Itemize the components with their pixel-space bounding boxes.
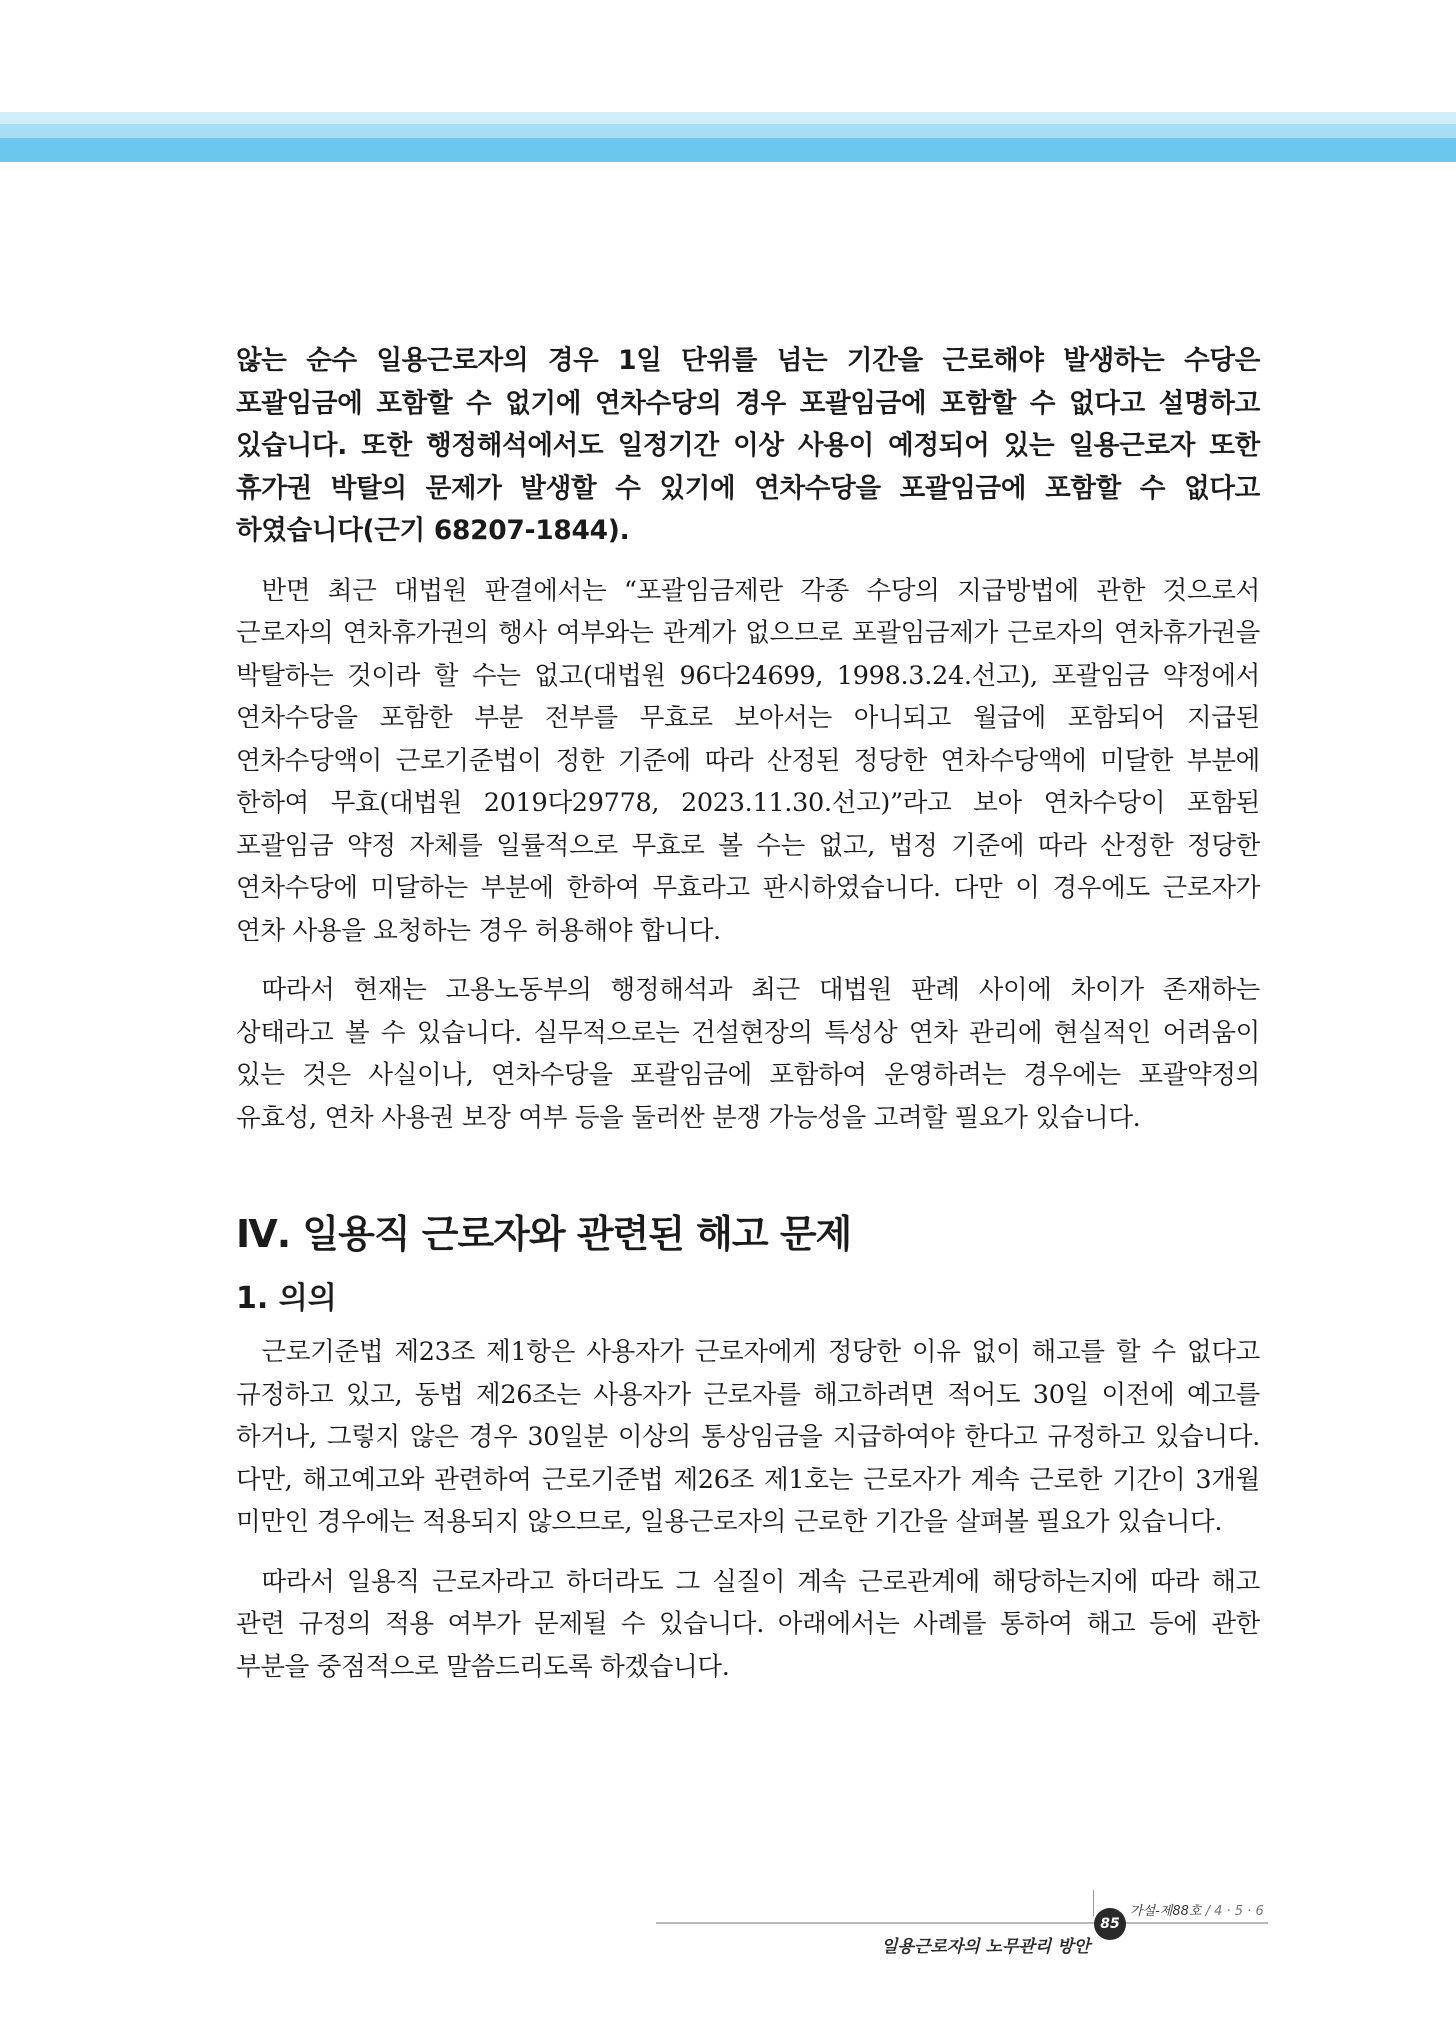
issue-label — [1130, 1900, 1264, 1919]
page-footer — [0, 1880, 1456, 1960]
paragraph-dismissal-cases: 따라서 일용직 근로자라고 하더라도 그 실질이 계속 근로관계에 해당하는지에 따라 해고 관련 규정의 적용 여부가 문제될 수 있습니다. 아래에서는 사례를 통하여 해고 등에 관한 부분을 중점적으로 말씀드리도록 하겠습니다. — [236, 1566, 1260, 1682]
footer-tick-divider — [1093, 1890, 1094, 1916]
section-title: Ⅳ. 일용직 근로자와 관련된 해고 문제 — [236, 1212, 852, 1256]
header-band-light — [0, 112, 1456, 124]
page-number: 85 — [1100, 1916, 1120, 1932]
header-band-dark — [0, 138, 1456, 162]
running-title: 일용근로자의 노무관리 방안 — [881, 1937, 1090, 1957]
page-content — [236, 340, 1260, 1688]
paragraph-current-status: 따라서 현재는 고용노동부의 행정해석과 최근 대법원 판례 사이에 차이가 존재하는 상태라고 볼 수 있습니다. 실무적으로는 건설현장의 특성상 연차 관리에 현실적인 어려움이 있는 것은 사실이나, 연차수당을 포괄임금에 포함하여 운영하려는 경우에는 포괄약정의 유효성, 연차 사용권 보장 여부 등을 둘러싼 분쟁 가능성을 고려할 필요가 있습니다. — [236, 975, 1260, 1133]
issue-months: / 4 · 5 · 6 — [1201, 1904, 1264, 1919]
paragraph-continued: 않는 순수 일용근로자의 경우 1일 단위를 넘는 기간을 근로해야 발생하는 수당은 포괄임금에 포함할 수 없기에 연차수당의 경우 포괄임금에 포함할 수 없다고 설명하고 있습니다. 또한 행정해석에서도 일정기간 이상 사용이 예정되어 있는 일용근로자 또한 휴가권 박탈의 문제가 발생할 수 있기에 연차수당을 포괄임금에 포함할 수 없다고 하였습니다(근기 68207-1844). — [236, 345, 1260, 546]
subsection-title: 1. 의의 — [236, 1281, 337, 1316]
page-number-badge — [1094, 1908, 1126, 1940]
header-band-mid — [0, 124, 1456, 138]
paragraph-supreme-court: 반면 최근 대법원 판결에서는 “포괄임금제란 각종 수당의 지급방법에 관한 것으로서 근로자의 연차휴가권의 행사 여부와는 관계가 없으므로 포괄임금제가 근로자의 연차휴가권을 박탈하는 것이라 할 수는 없고(대법원 96다24699, 1998.3.24.선고), 포괄임금 약정에서 연차수당을 포함한 부분 전부를 무효로 보아서는 아니되고 월급에 포함되어 지급된 연차수당액이 근로기준법이 정한 기준에 따라 산정된 정당한 연차수당액에 미달한 부분에 한하여 무효(대법원 2019다29778, 2023.11.30.선고)”라고 보아 연차수당이 포함된 포괄임금 약정 자체를 일률적으로 무효로 볼 수는 없고, 법정 기준에 따라 산정한 정당한 연차수당에 미달하는 부분에 한하여 무효라고 판시하였습니다. 다만 이 경우에도 근로자가 연차 사용을 요청하는 경우 허용해야 합니다. — [236, 575, 1260, 946]
paragraph-labor-standards: 근로기준법 제23조 제1항은 사용자가 근로자에게 정당한 이유 없이 해고를 할 수 없다고 규정하고 있고, 동법 제26조는 사용자가 근로자를 해고하려면 적어도 30일 이전에 예고를 하거나, 그렇지 않은 경우 30일분 이상의 통상임금을 지급하여야 한다고 규정하고 있습니다. 다만, 해고예고와 관련하여 근로기준법 제26조 제1호는 근로자가 계속 근로한 기간이 3개월 미만인 경우에는 적용되지 않으므로, 일용근로자의 근로한 기간을 살펴볼 필요가 있습니다. — [236, 1337, 1260, 1537]
issue-name: 가설-제88호 — [1130, 1904, 1202, 1919]
header-color-band — [0, 0, 1456, 170]
footer-rule — [656, 1922, 1268, 1924]
